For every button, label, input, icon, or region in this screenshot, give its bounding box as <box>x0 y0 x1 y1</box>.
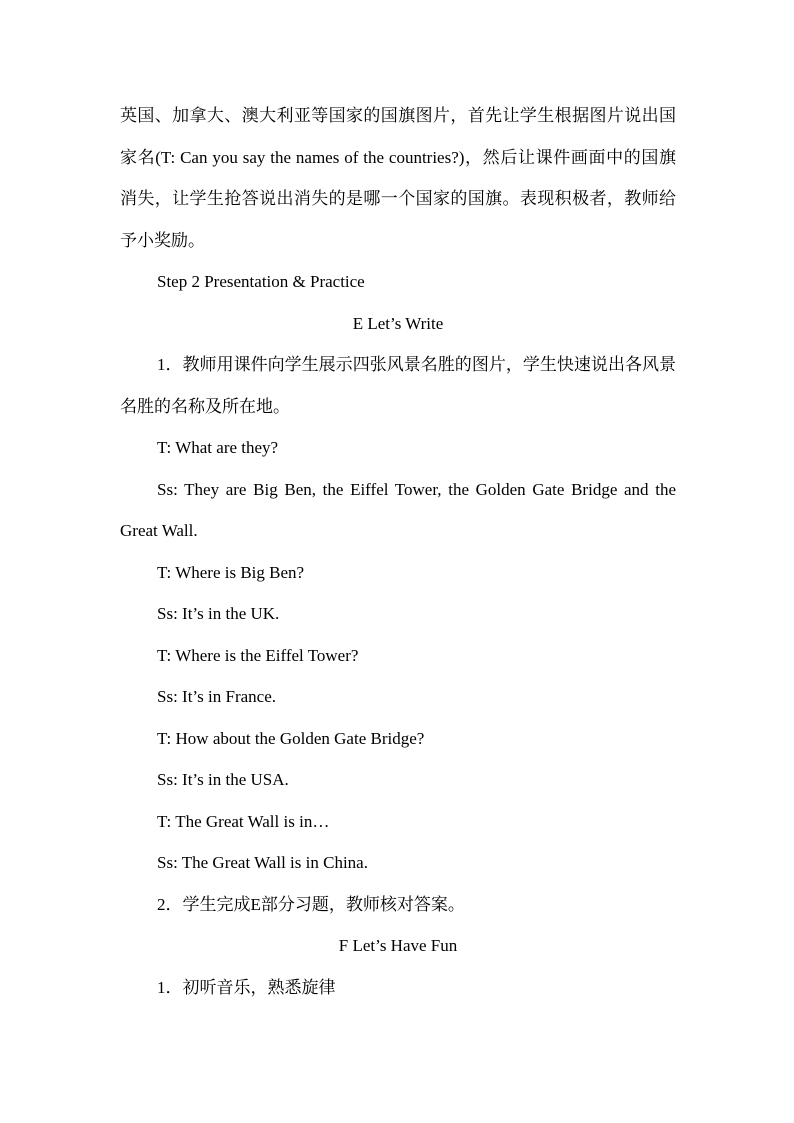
paragraph-step-1: 1．教师用课件向学生展示四张风景名胜的图片，学生快速说出各风景名胜的名称及所在地。 <box>120 355 676 416</box>
dialogue-line: T: Where is Big Ben? <box>157 562 305 582</box>
paragraph-flags-activity: 英国、加拿大、澳大利亚等国家的国旗图片，首先让学生根据图片说出国家名(T: Can you say the names of the countries?)，然后让课件画面中的国旗消失，让学生抢答说出消失的是哪一个国家的国旗。表现积极者，教师给予小奖励。 <box>120 106 676 250</box>
paragraph-step-2: 2．学生完成E部分习题，教师核对答案。 <box>157 894 465 914</box>
section-title-lets-have-fun: F Let’s Have Fun <box>338 936 458 955</box>
section-title-lets-write: E Let’s Write <box>352 313 444 333</box>
document-body <box>120 95 676 1008</box>
dialogue-line: Ss: The Great Wall is in China. <box>157 853 368 872</box>
dialogue-line: Ss: They are Big Ben, the Eiffel Tower, the Golden Gate Bridge and the Great Wall. <box>120 479 676 540</box>
dialogue-line: T: What are they? <box>157 438 279 457</box>
dialogue-line: Ss: It’s in France. <box>157 687 276 706</box>
section-heading-step-2: Step 2 Presentation & Practice <box>157 272 365 291</box>
dialogue-line: T: The Great Wall is in… <box>157 811 330 831</box>
dialogue-line: T: How about the Golden Gate Bridge? <box>157 728 425 748</box>
dialogue-line: T: Where is the Eiffel Tower? <box>157 645 359 665</box>
dialogue-line: Ss: It’s in the USA. <box>157 770 289 789</box>
dialogue-line: Ss: It’s in the UK. <box>157 604 280 623</box>
paragraph-listen-music: 1．初听音乐，熟悉旋律 <box>157 977 336 997</box>
